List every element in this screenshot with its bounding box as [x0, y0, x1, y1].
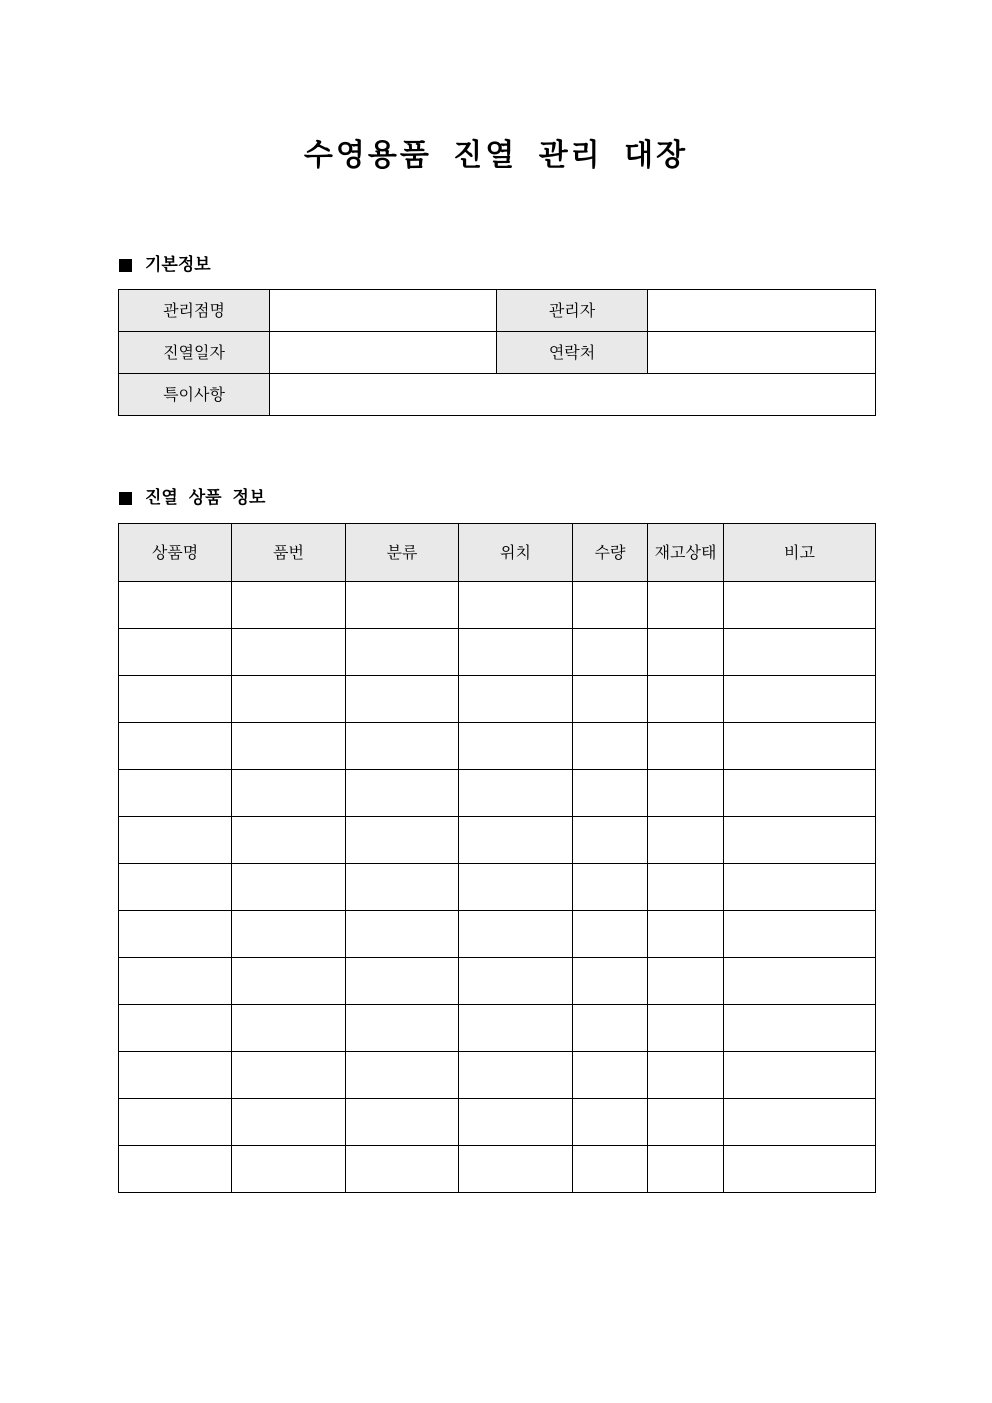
- product-name-cell[interactable]: [119, 1146, 232, 1193]
- item-number-cell[interactable]: [232, 723, 346, 770]
- product-name-cell[interactable]: [119, 864, 232, 911]
- location-cell[interactable]: [459, 911, 573, 958]
- item-number-cell[interactable]: [232, 864, 346, 911]
- column-header-category: 분류: [346, 524, 459, 582]
- stock-status-cell[interactable]: [648, 864, 724, 911]
- category-cell[interactable]: [346, 1005, 459, 1052]
- item-number-cell[interactable]: [232, 958, 346, 1005]
- products-heading-text: 진열 상품 정보: [145, 488, 266, 508]
- location-cell[interactable]: [459, 1099, 573, 1146]
- products-table: [118, 523, 876, 1193]
- item-number-cell[interactable]: [232, 1099, 346, 1146]
- remarks-cell[interactable]: [724, 676, 876, 723]
- location-cell[interactable]: [459, 958, 573, 1005]
- manager-label: 관리자: [497, 290, 648, 332]
- notes-label: 특이사항: [119, 374, 270, 416]
- item-number-cell[interactable]: [232, 676, 346, 723]
- display-date-label: 진열일자: [119, 332, 270, 374]
- product-name-cell[interactable]: [119, 1005, 232, 1052]
- quantity-cell[interactable]: [573, 817, 648, 864]
- quantity-cell[interactable]: [573, 723, 648, 770]
- location-cell[interactable]: [459, 629, 573, 676]
- basic-info-heading: [119, 254, 211, 276]
- column-header-location: 위치: [459, 524, 573, 582]
- table-row: [119, 864, 876, 911]
- product-name-cell[interactable]: [119, 770, 232, 817]
- quantity-cell[interactable]: [573, 1146, 648, 1193]
- location-cell[interactable]: [459, 770, 573, 817]
- item-number-cell[interactable]: [232, 770, 346, 817]
- table-row: [119, 723, 876, 770]
- table-row: [119, 1146, 876, 1193]
- item-number-cell[interactable]: [232, 1052, 346, 1099]
- column-header-product-name: 상품명: [119, 524, 232, 582]
- product-name-cell[interactable]: [119, 1052, 232, 1099]
- stock-status-cell[interactable]: [648, 1146, 724, 1193]
- column-header-remarks: 비고: [724, 524, 876, 582]
- basic-info-row: [119, 290, 876, 332]
- basic-info-heading-text: 기본정보: [145, 255, 211, 275]
- remarks-cell[interactable]: [724, 958, 876, 1005]
- table-row: [119, 958, 876, 1005]
- quantity-cell[interactable]: [573, 1099, 648, 1146]
- column-header-quantity: 수량: [573, 524, 648, 582]
- stock-status-cell[interactable]: [648, 723, 724, 770]
- quantity-cell[interactable]: [573, 582, 648, 629]
- stock-status-cell[interactable]: [648, 817, 724, 864]
- products-header-row: [119, 524, 876, 582]
- page-title: 수영용품 진열 관리 대장: [303, 138, 689, 173]
- basic-info-row: [119, 374, 876, 416]
- column-header-stock-status: 재고상태: [648, 524, 724, 582]
- remarks-cell[interactable]: [724, 1005, 876, 1052]
- quantity-cell[interactable]: [573, 770, 648, 817]
- location-cell[interactable]: [459, 817, 573, 864]
- location-cell[interactable]: [459, 864, 573, 911]
- stock-status-cell[interactable]: [648, 1099, 724, 1146]
- quantity-cell[interactable]: [573, 864, 648, 911]
- table-row: [119, 1005, 876, 1052]
- product-name-cell[interactable]: [119, 911, 232, 958]
- product-name-cell[interactable]: [119, 629, 232, 676]
- quantity-cell[interactable]: [573, 629, 648, 676]
- quantity-cell[interactable]: [573, 1005, 648, 1052]
- contact-field[interactable]: [648, 332, 876, 374]
- stock-status-cell[interactable]: [648, 958, 724, 1005]
- category-cell[interactable]: [346, 676, 459, 723]
- basic-info-table: [118, 289, 876, 416]
- location-cell[interactable]: [459, 723, 573, 770]
- product-name-cell[interactable]: [119, 723, 232, 770]
- remarks-cell[interactable]: [724, 1146, 876, 1193]
- category-cell[interactable]: [346, 1099, 459, 1146]
- item-number-cell[interactable]: [232, 582, 346, 629]
- category-cell[interactable]: [346, 864, 459, 911]
- product-name-cell[interactable]: [119, 676, 232, 723]
- category-cell[interactable]: [346, 629, 459, 676]
- item-number-cell[interactable]: [232, 817, 346, 864]
- store-name-label: 관리점명: [119, 290, 270, 332]
- square-bullet-icon: [119, 259, 132, 272]
- product-name-cell[interactable]: [119, 817, 232, 864]
- category-cell[interactable]: [346, 582, 459, 629]
- quantity-cell[interactable]: [573, 911, 648, 958]
- stock-status-cell[interactable]: [648, 676, 724, 723]
- table-row: [119, 911, 876, 958]
- table-row: [119, 1099, 876, 1146]
- category-cell[interactable]: [346, 958, 459, 1005]
- category-cell[interactable]: [346, 817, 459, 864]
- quantity-cell[interactable]: [573, 1052, 648, 1099]
- store-name-field[interactable]: [270, 290, 497, 332]
- basic-info-row: [119, 332, 876, 374]
- stock-status-cell[interactable]: [648, 1005, 724, 1052]
- stock-status-cell[interactable]: [648, 1052, 724, 1099]
- remarks-cell[interactable]: [724, 911, 876, 958]
- stock-status-cell[interactable]: [648, 629, 724, 676]
- remarks-cell[interactable]: [724, 1099, 876, 1146]
- item-number-cell[interactable]: [232, 1005, 346, 1052]
- contact-label: 연락처: [497, 332, 648, 374]
- category-cell[interactable]: [346, 1052, 459, 1099]
- location-cell[interactable]: [459, 582, 573, 629]
- square-bullet-icon: [119, 492, 132, 505]
- location-cell[interactable]: [459, 1005, 573, 1052]
- category-cell[interactable]: [346, 723, 459, 770]
- manager-field[interactable]: [648, 290, 876, 332]
- category-cell[interactable]: [346, 1146, 459, 1193]
- table-row: [119, 1052, 876, 1099]
- table-row: [119, 817, 876, 864]
- remarks-cell[interactable]: [724, 864, 876, 911]
- display-date-field[interactable]: [270, 332, 497, 374]
- notes-field[interactable]: [270, 374, 876, 416]
- remarks-cell[interactable]: [724, 770, 876, 817]
- products-heading: [119, 487, 265, 509]
- location-cell[interactable]: [459, 676, 573, 723]
- item-number-cell[interactable]: [232, 1146, 346, 1193]
- column-header-item-number: 품번: [232, 524, 346, 582]
- category-cell[interactable]: [346, 770, 459, 817]
- table-row: [119, 629, 876, 676]
- table-row: [119, 676, 876, 723]
- product-name-cell[interactable]: [119, 1099, 232, 1146]
- stock-status-cell[interactable]: [648, 911, 724, 958]
- remarks-cell[interactable]: [724, 723, 876, 770]
- stock-status-cell[interactable]: [648, 770, 724, 817]
- location-cell[interactable]: [459, 1052, 573, 1099]
- products-table-body: [119, 582, 876, 1193]
- remarks-cell[interactable]: [724, 817, 876, 864]
- remarks-cell[interactable]: [724, 1052, 876, 1099]
- product-name-cell[interactable]: [119, 582, 232, 629]
- quantity-cell[interactable]: [573, 958, 648, 1005]
- table-row: [119, 770, 876, 817]
- remarks-cell[interactable]: [724, 582, 876, 629]
- category-cell[interactable]: [346, 911, 459, 958]
- product-name-cell[interactable]: [119, 958, 232, 1005]
- stock-status-cell[interactable]: [648, 582, 724, 629]
- remarks-cell[interactable]: [724, 629, 876, 676]
- item-number-cell[interactable]: [232, 629, 346, 676]
- quantity-cell[interactable]: [573, 676, 648, 723]
- location-cell[interactable]: [459, 1146, 573, 1193]
- item-number-cell[interactable]: [232, 911, 346, 958]
- table-row: [119, 582, 876, 629]
